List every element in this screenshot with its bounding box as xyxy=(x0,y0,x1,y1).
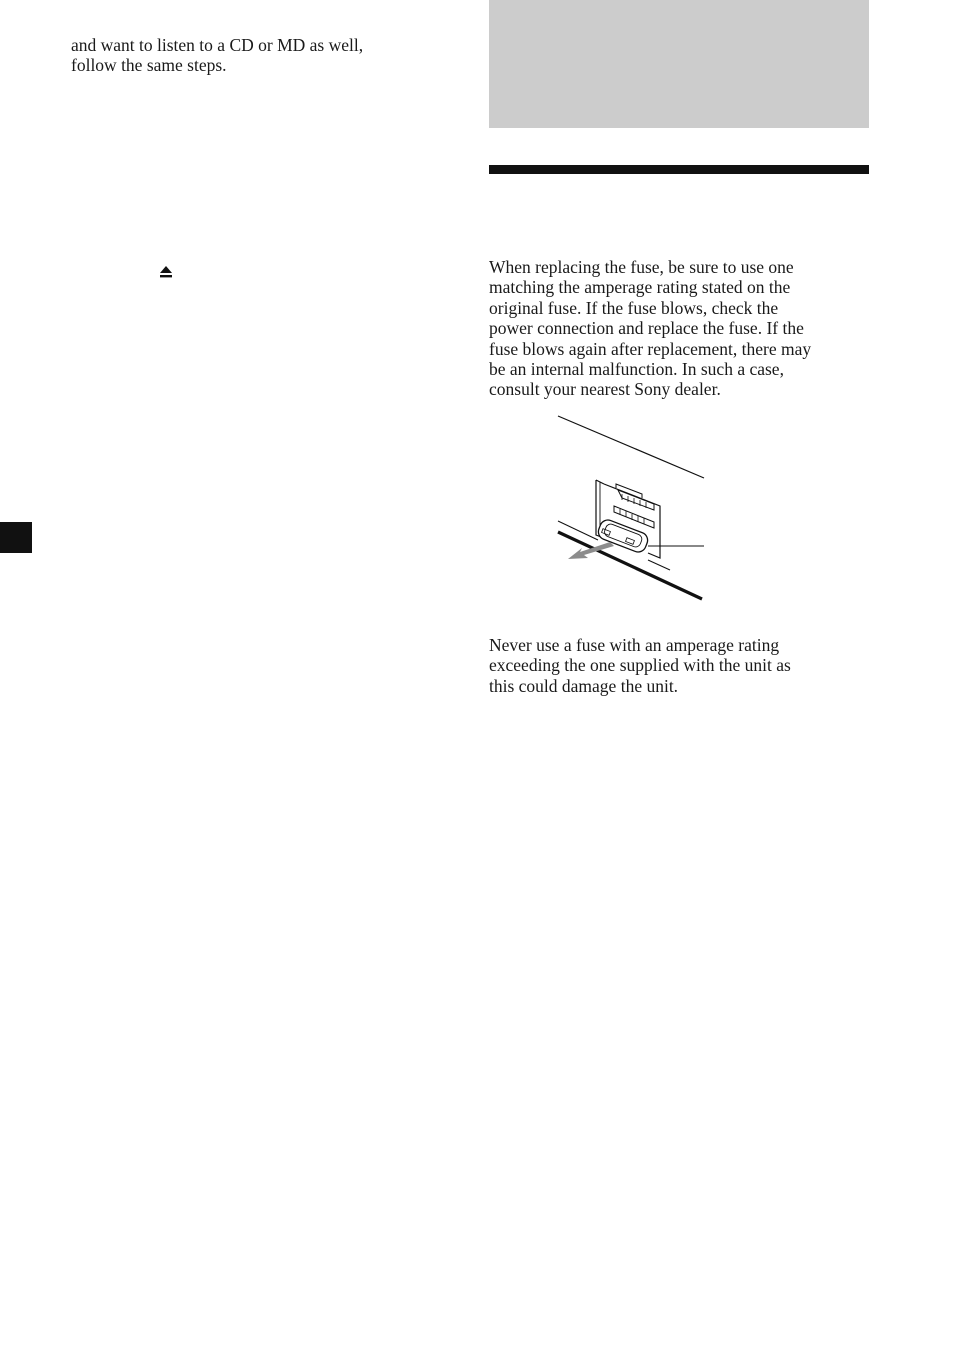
fuse-line-7: consult your nearest Sony dealer. xyxy=(489,379,721,400)
eject-icon xyxy=(158,264,174,280)
left-intro-paragraph xyxy=(71,35,363,76)
warning-line-1: Never use a fuse with an amperage rating xyxy=(489,635,780,655)
section-header-box xyxy=(489,0,869,128)
intro-line-1: and want to listen to a CD or MD as well, xyxy=(71,35,364,55)
fuse-line-1: When replacing the fuse, be sure to use one xyxy=(489,257,794,277)
warning-line-2: exceeding the one supplied with the unit as xyxy=(489,655,791,676)
section-rule xyxy=(489,165,869,174)
fuse-warning-paragraph xyxy=(489,635,791,696)
fuse-line-2: matching the amperage rating stated on the xyxy=(489,277,791,298)
fuse-replacement-paragraph xyxy=(489,257,811,400)
intro-line-2: follow the same steps. xyxy=(71,55,227,76)
fuse-line-3: original fuse. If the fuse blows, check the xyxy=(489,297,779,318)
page-edge-tab xyxy=(0,522,32,553)
fuse-line-4: power connection and replace the fuse. If the xyxy=(489,318,804,339)
fuse-line-5: fuse blows again after replacement, there may xyxy=(489,338,812,359)
fuse-line-6: be an internal malfunction. In such a case, xyxy=(489,359,784,380)
warning-line-3: this could damage the unit. xyxy=(489,675,679,696)
fuse-removal-illustration xyxy=(552,410,712,605)
